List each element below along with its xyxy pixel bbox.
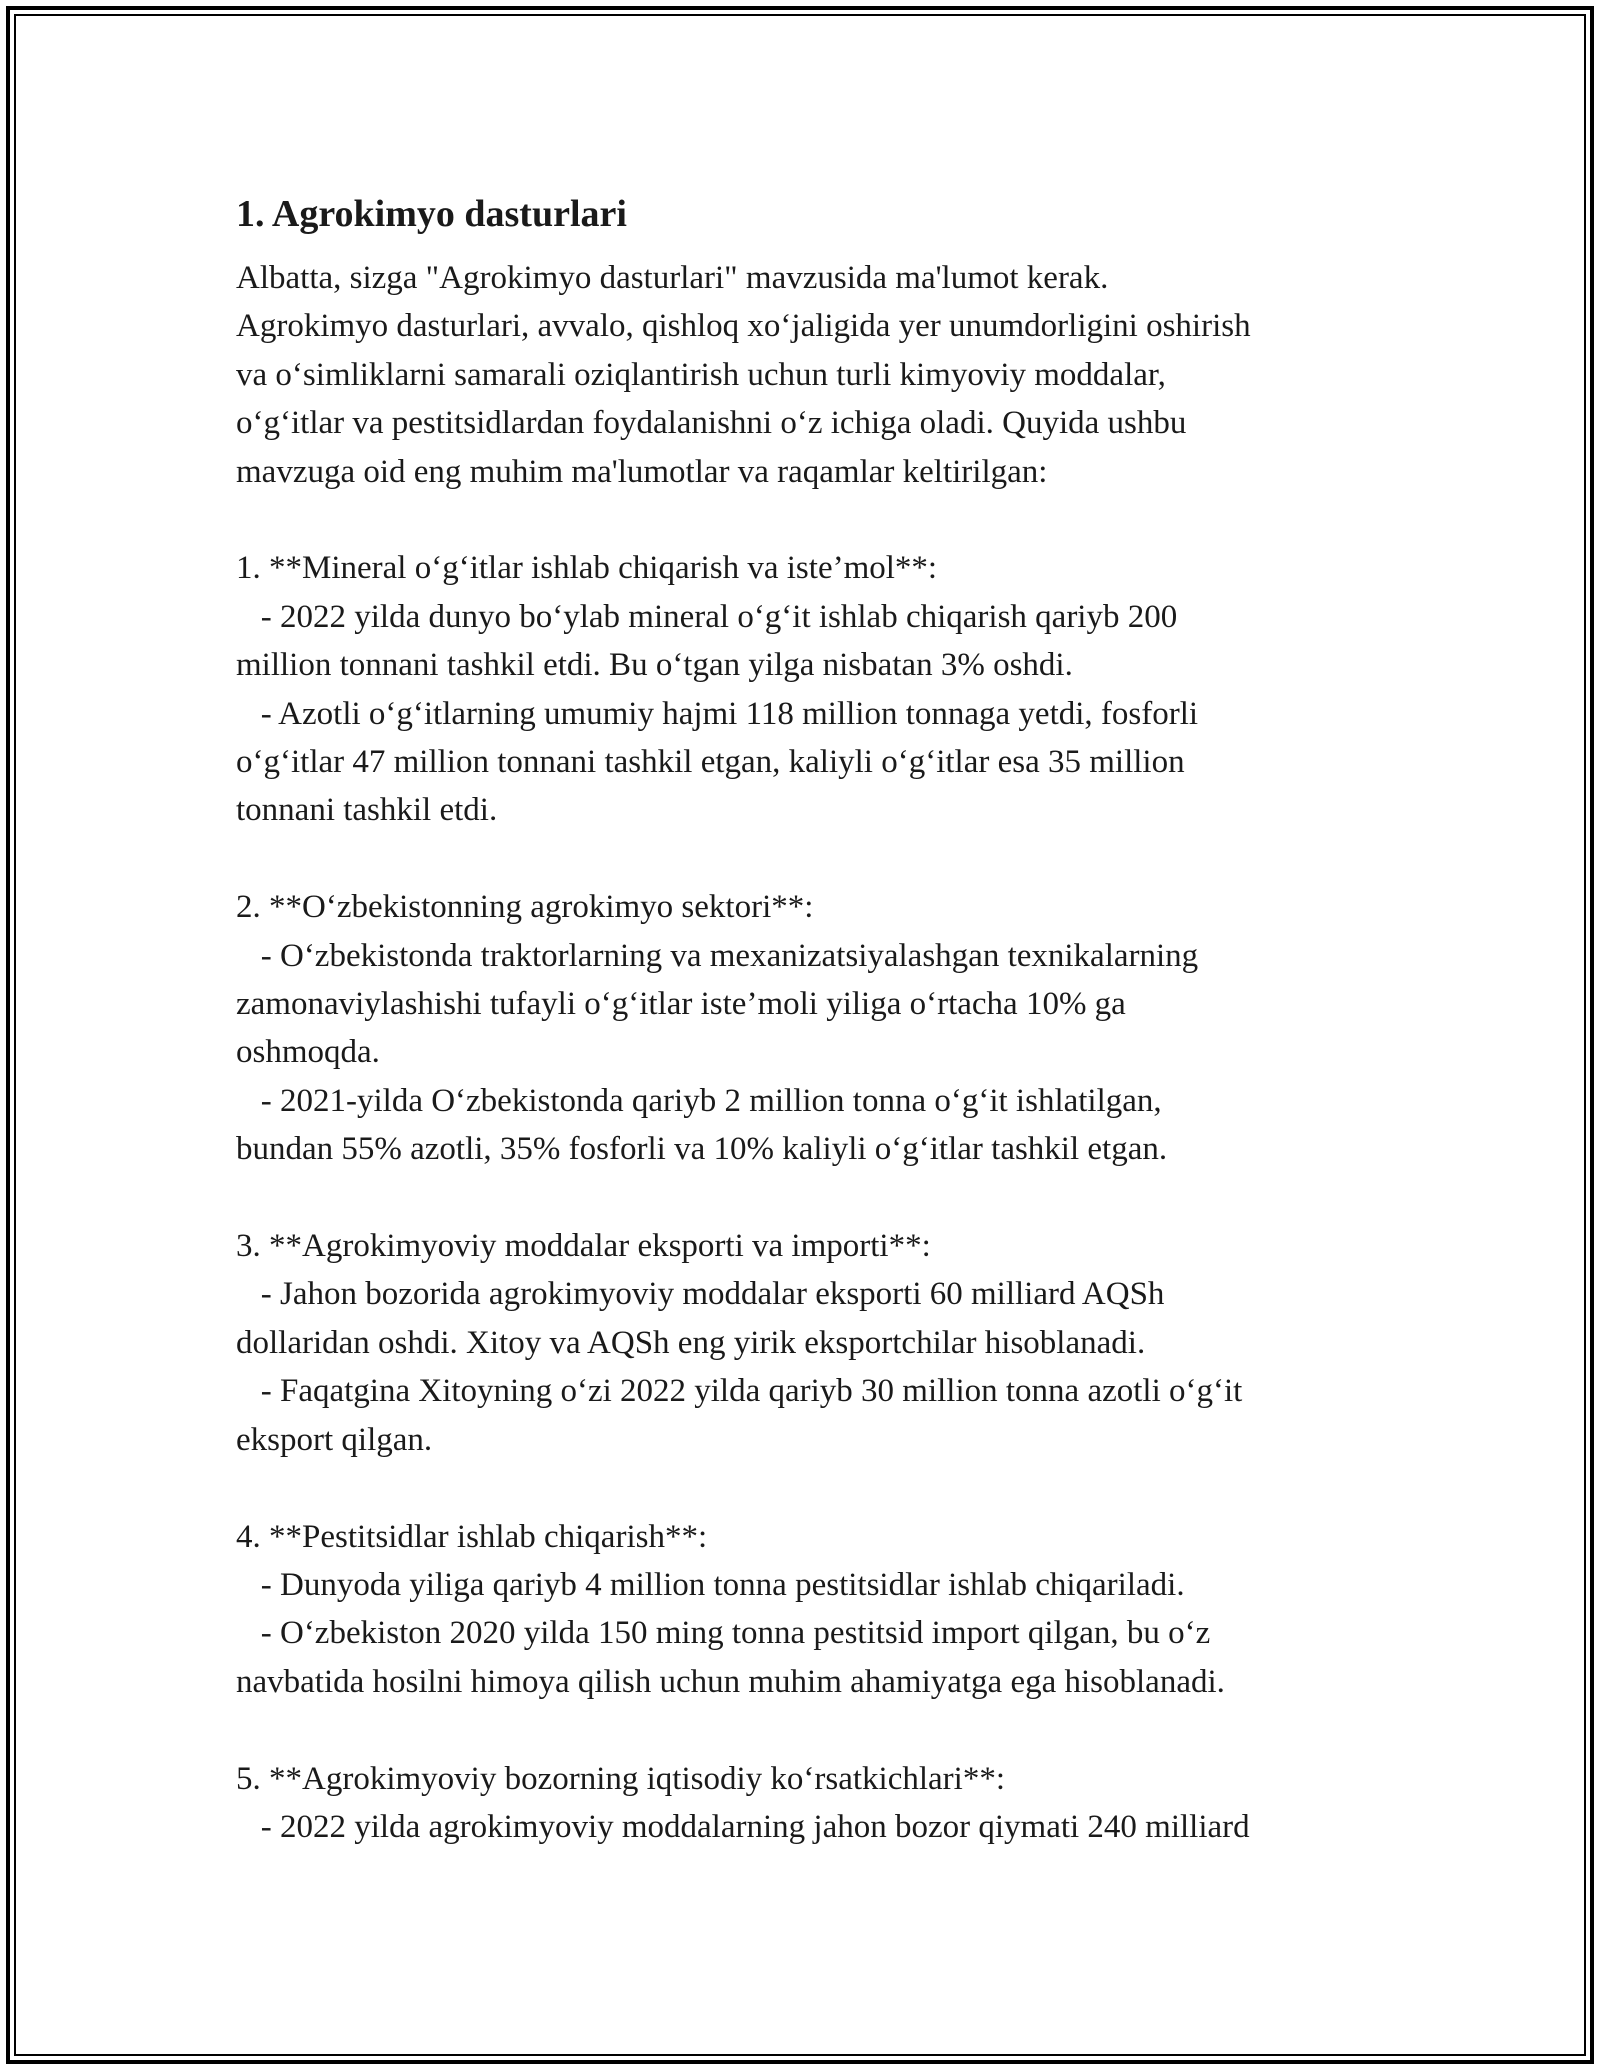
section-line: - 2022 yilda agrokimyoviy moddalarning jahon bozor qiymati 240 milliard bbox=[236, 1808, 1250, 1845]
section-line: - O‘zbekistonda traktorlarning va mexanizatsiyalashgan texnikalarning bbox=[236, 937, 1199, 974]
section-line: dollaridan oshdi. Xitoy va AQSh eng yirik eksportchilar hisoblanadi. bbox=[236, 1324, 1146, 1361]
section-mineral-fertilizers bbox=[236, 544, 1416, 834]
section-line: tonnani tashkil etdi. bbox=[236, 792, 498, 829]
document-body bbox=[236, 186, 1416, 1851]
intro-paragraph bbox=[236, 254, 1416, 496]
paragraph-gap bbox=[236, 1174, 1416, 1222]
section-pesticides bbox=[236, 1513, 1416, 1707]
section-market-indicators bbox=[236, 1755, 1416, 1852]
section-line: - 2022 yilda dunyo bo‘ylab mineral o‘g‘it ishlab chiqarish qariyb 200 bbox=[236, 598, 1178, 635]
paragraph-gap bbox=[236, 835, 1416, 883]
document-heading: 1. Agrokimyo dasturlari bbox=[236, 193, 627, 235]
intro-line: mavzuga oid eng muhim ma'lumotlar va raqamlar keltirilgan: bbox=[236, 453, 1048, 490]
section-line: - 2021-yilda O‘zbekistonda qariyb 2 million tonna o‘g‘it ishlatilgan, bbox=[236, 1082, 1162, 1119]
section-title: 5. **Agrokimyoviy bozorning iqtisodiy ko‘rsatkichlari**: bbox=[236, 1760, 1005, 1797]
section-line: zamonaviylashishi tufayli o‘g‘itlar iste’moli yiliga o‘rtacha 10% ga bbox=[236, 986, 1126, 1023]
section-export-import bbox=[236, 1222, 1416, 1464]
intro-line: Agrokimyo dasturlari, avvalo, qishloq xo‘jaligida yer unumdorligini oshirish bbox=[236, 308, 1251, 345]
section-line: - Dunyoda yiliga qariyb 4 million tonna pestitsidlar ishlab chiqariladi. bbox=[236, 1566, 1185, 1603]
section-line: bundan 55% azotli, 35% fosforli va 10% kaliyli o‘g‘itlar tashkil etgan. bbox=[236, 1131, 1168, 1168]
paragraph-gap bbox=[236, 496, 1416, 544]
section-line: oshmoqda. bbox=[236, 1034, 380, 1071]
section-title: 1. **Mineral o‘g‘itlar ishlab chiqarish va iste’mol**: bbox=[236, 550, 938, 587]
section-line: - O‘zbekiston 2020 yilda 150 ming tonna pestitsid import qilgan, bu o‘z bbox=[236, 1615, 1211, 1652]
section-line: navbatida hosilni himoya qilish uchun muhim ahamiyatga ega hisoblanadi. bbox=[236, 1663, 1225, 1700]
section-line: - Azotli o‘g‘itlarning umumiy hajmi 118 million tonnaga yetdi, fosforli bbox=[236, 695, 1199, 732]
section-line: - Faqatgina Xitoyning o‘zi 2022 yilda qariyb 30 million tonna azotli o‘g‘it bbox=[236, 1373, 1243, 1410]
section-title: 3. **Agrokimyoviy moddalar eksporti va importi**: bbox=[236, 1228, 931, 1265]
section-title: 2. **O‘zbekistonning agrokimyo sektori**: bbox=[236, 889, 814, 926]
section-line: - Jahon bozorida agrokimyoviy moddalar eksporti 60 milliard AQSh bbox=[236, 1276, 1165, 1313]
paragraph-gap bbox=[236, 1464, 1416, 1512]
intro-line: o‘g‘itlar va pestitsidlardan foydalanishni o‘z ichiga oladi. Quyida ushbu bbox=[236, 405, 1187, 442]
intro-line: va o‘simliklarni samarali oziqlantirish uchun turli kimyoviy moddalar, bbox=[236, 356, 1166, 393]
intro-line: Albatta, sizga "Agrokimyo dasturlari" mavzusida ma'lumot kerak. bbox=[236, 260, 1109, 296]
section-line: million tonnani tashkil etdi. Bu o‘tgan yilga nisbatan 3% oshdi. bbox=[236, 647, 1073, 684]
section-title: 4. **Pestitsidlar ishlab chiqarish**: bbox=[236, 1518, 708, 1555]
paragraph-gap bbox=[236, 1706, 1416, 1754]
section-line: o‘g‘itlar 47 million tonnani tashkil etgan, kaliyli o‘g‘itlar esa 35 million bbox=[236, 744, 1185, 781]
section-uzbekistan-sector bbox=[236, 883, 1416, 1173]
section-line: eksport qilgan. bbox=[236, 1421, 433, 1458]
